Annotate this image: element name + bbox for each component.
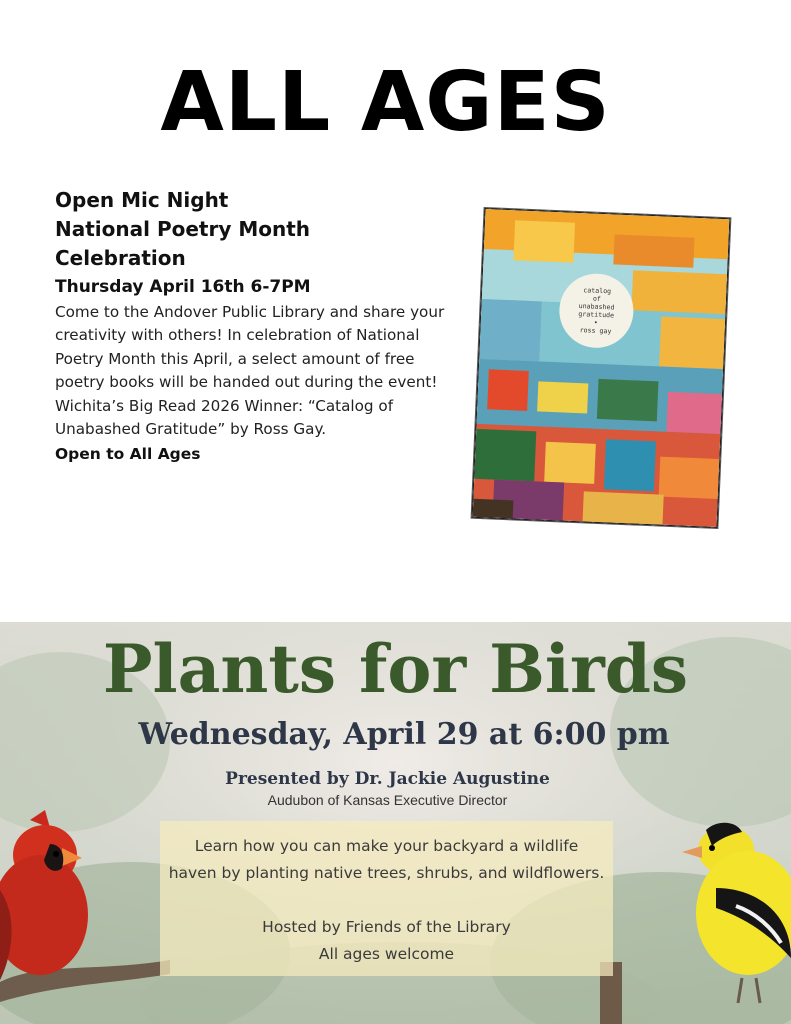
- plants-for-birds-title: Plants for Birds: [102, 630, 689, 708]
- info-line: Learn how you can make your backyard a wildlife: [194, 837, 579, 855]
- event-title-line3: Celebration: [55, 246, 186, 270]
- book-label-line: catalog: [583, 286, 612, 296]
- audience-line: All ages welcome: [318, 945, 455, 963]
- presenter-name: Presented by Dr. Jackie Augustine: [225, 769, 550, 789]
- cardinal-bird-image: [0, 810, 110, 990]
- book-cover-image: [472, 208, 731, 528]
- book-label-line: •: [593, 318, 599, 327]
- book-label-line: gratitude: [578, 310, 615, 320]
- info-line: haven by planting native trees, shrubs, and wildflowers.: [168, 864, 605, 882]
- birds-event-date: Wednesday, April 29 at 6:00 pm: [138, 717, 670, 752]
- event-description: Come to the Andover Public Library and share your creativity with others! In celebration of National Poetry Month this April, a select amount of free poetry books will be handed out during the event! Wichita’s Big Read 2026 Winner: “Catalog of Unabashed Gratitude” by Ross Gay.: [55, 303, 445, 439]
- event-date: Thursday April 16th 6-7PM: [55, 277, 311, 297]
- event-title-line1: Open Mic Night: [55, 188, 229, 212]
- book-label-line: unabashed: [578, 302, 615, 312]
- event-title-line2: National Poetry Month: [55, 217, 311, 241]
- all-ages-headline: ALL AGES: [160, 55, 611, 150]
- host-line: Hosted by Friends of the Library: [262, 918, 511, 936]
- birds-section: [0, 622, 791, 1024]
- presenter-title: Audubon of Kansas Executive Director: [267, 792, 508, 808]
- info-box: [160, 821, 613, 976]
- book-cover-art: [473, 209, 730, 527]
- goldfinch-bird-image: [676, 818, 791, 1008]
- book-label-line: ross gay: [579, 326, 612, 336]
- book-label-line: of: [592, 294, 602, 303]
- poetry-event-details: [55, 186, 455, 466]
- event-audience: Open to All Ages: [55, 445, 201, 464]
